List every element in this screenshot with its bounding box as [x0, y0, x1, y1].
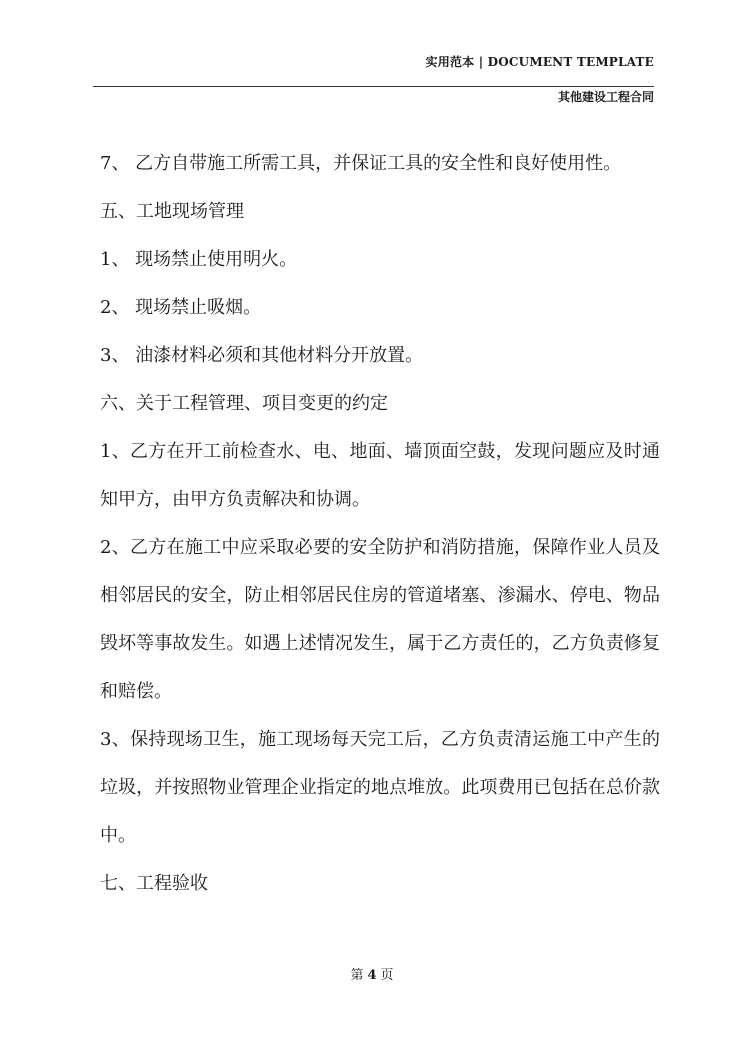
- header-document-title: 其他建设工程合同: [557, 90, 654, 104]
- document-body: [100, 140, 660, 908]
- clause-5-3: 3、 油漆材料必须和其他材料分开放置。: [100, 345, 424, 366]
- clause-6-1: 1、乙方在开工前检查水、电、地面、墙顶面空鼓，发现问题应及时通知甲方，由甲方负责解决和协调。: [100, 441, 660, 510]
- clause-7-tools: 7、 乙方自带施工所需工具，并保证工具的安全性和良好使用性。: [100, 153, 622, 174]
- page-footer: [0, 964, 744, 983]
- clause-6-3: 3、保持现场卫生，施工现场每天完工后，乙方负责清运施工中产生的垃圾，并按照物业管理企业指定的地点堆放。此项费用已包括在总价款中。: [100, 729, 660, 846]
- header-template-label: 实用范本 | DOCUMENT TEMPLATE: [425, 55, 654, 69]
- section-5-heading: 五、工地现场管理: [100, 201, 244, 222]
- footer-prefix: 第: [350, 968, 364, 983]
- clause-5-2: 2、 现场禁止吸烟。: [100, 297, 262, 318]
- page-header: [93, 48, 654, 87]
- clause-5-1: 1、 现场禁止使用明火。: [100, 249, 298, 270]
- footer-suffix: 页: [380, 968, 394, 983]
- section-6-heading: 六、关于工程管理、项目变更的约定: [100, 393, 388, 414]
- page-number: 4: [367, 968, 377, 983]
- clause-6-2: 2、乙方在施工中应采取必要的安全防护和消防措施，保障作业人员及相邻居民的安全，防止相邻居民住房的管道堵塞、渗漏水、停电、物品毁坏等事故发生。如遇上述情况发生，属于乙方责任的，乙方负责修复和赔偿。: [100, 537, 660, 702]
- section-7-heading: 七、工程验收: [100, 873, 208, 894]
